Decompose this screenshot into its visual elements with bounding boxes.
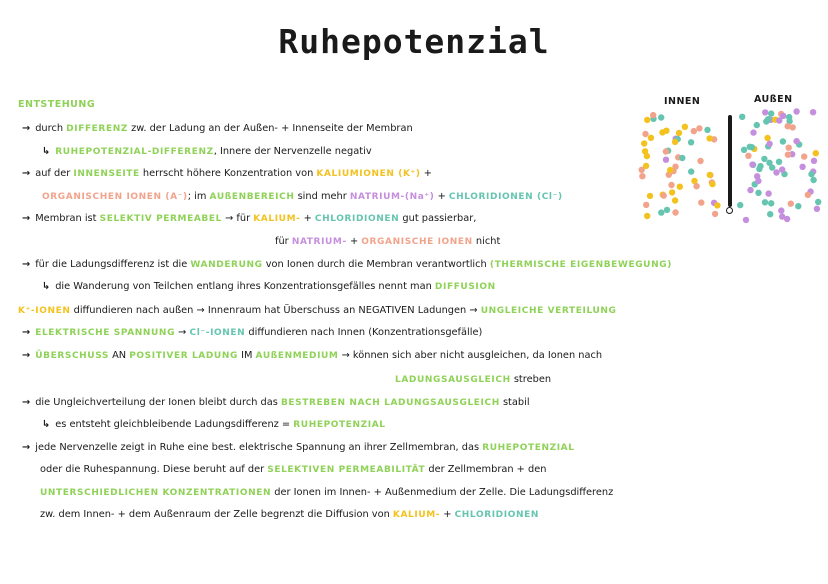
note-line (395, 374, 551, 386)
ion-dot (672, 139, 678, 145)
note-text: die Wanderung von Teilchen entlang ihres Konzentrationsgefälles nennt man (55, 281, 435, 292)
ion-dot (815, 199, 821, 205)
highlighted-term: NATRIUM-(Na⁺) (349, 192, 435, 202)
highlighted-term: ORGANISCHEN IONEN (A⁻) (42, 192, 188, 202)
highlighted-term: KALIUM- (392, 510, 441, 520)
ion-dot (712, 211, 718, 217)
note-text: der Zellmembran + den (425, 464, 547, 475)
note-text: ; im (187, 191, 210, 202)
ion-dot (761, 156, 767, 162)
note-text: zw. der Ladung an der Außen- + Innenseite der Membran (127, 123, 413, 134)
ion-dot (811, 158, 817, 164)
highlighted-term: RUHEPOTENZIAL-DIFFERENZ (55, 147, 214, 157)
ion-dot (650, 112, 656, 118)
note-line (40, 487, 613, 499)
ion-dot (776, 117, 782, 123)
note-text: → (175, 327, 190, 338)
note-line (22, 442, 575, 454)
arrow-icon: → (22, 397, 31, 408)
ion-dot (786, 145, 792, 151)
ion-dot (647, 193, 653, 199)
highlighted-term: WANDERUNG (190, 260, 263, 270)
highlighted-term: (THERMISCHE EIGENBEWEGUNG) (489, 260, 672, 270)
ion-dot (643, 202, 649, 208)
note-line (22, 259, 672, 271)
ion-dot (676, 130, 682, 136)
highlighted-term: CHLORIDIONEN (454, 510, 539, 520)
note-text: diffundieren nach außen → Innenraum hat Überschuss an NEGATIVEN Ladungen → (70, 305, 481, 316)
highlighted-term: UNGLEICHE VERTEILUNG (480, 306, 617, 316)
ion-dot (785, 123, 791, 129)
ion-dot (762, 109, 768, 115)
ion-dot (754, 122, 760, 128)
ion-dot (709, 181, 715, 187)
ion-dot (754, 173, 760, 179)
note-text: durch (35, 123, 67, 134)
ion-dot (677, 184, 683, 190)
note-line (22, 123, 413, 135)
ion-dot (805, 192, 811, 198)
ion-dot (667, 167, 673, 173)
note-text: IM (237, 350, 256, 361)
arrow-icon: ↳ (42, 419, 51, 430)
ion-dot (762, 199, 768, 205)
note-text: + (420, 168, 432, 179)
note-text: gut passierbar, (399, 213, 477, 224)
ion-dot (644, 153, 650, 159)
note-text: sind mehr (294, 191, 350, 202)
ion-dot (801, 153, 807, 159)
arrow-icon: → (22, 327, 31, 338)
note-line (42, 146, 372, 158)
note-text: herrscht höhere Konzentration von (139, 168, 317, 179)
note-line (275, 236, 500, 248)
highlighted-term: ELEKTRISCHE SPANNUNG (35, 328, 176, 338)
ion-dot (779, 166, 785, 172)
note-text: streben (510, 374, 552, 385)
highlighted-term: DIFFUSION (434, 282, 496, 292)
ion-dot (642, 131, 648, 137)
ion-dot (688, 168, 694, 174)
highlighted-term: KALIUM- (253, 214, 301, 224)
note-line (22, 168, 432, 180)
ion-dot (672, 209, 678, 215)
ion-dot (691, 128, 697, 134)
highlighted-term: SELEKTIVEN PERMEABILITÄT (267, 465, 426, 475)
note-text: , Innere der Nervenzelle negativ (213, 146, 372, 157)
arrow-icon: → (22, 213, 31, 224)
ion-dot (664, 207, 670, 213)
ion-dot (773, 169, 779, 175)
ion-dot (810, 109, 816, 115)
note-line (42, 191, 563, 203)
highlighted-term: K⁺-IONEN (18, 306, 71, 316)
ion-dot (808, 171, 814, 177)
ion-dot (741, 147, 747, 153)
arrow-icon: → (22, 168, 31, 179)
note-text: für die Ladungsdifferenz ist die (35, 259, 191, 270)
highlighted-term: ÜBERSCHUSS (35, 351, 109, 361)
highlighted-term: AUßENBEREICH (209, 192, 295, 202)
ion-dot (693, 183, 699, 189)
note-text: jede Nervenzelle zeigt in Ruhe eine best. elektrische Spannung an ihrer Zellmembran, das (35, 442, 483, 453)
highlighted-term: POSITIVER LADUNG (129, 351, 238, 361)
ion-dot (779, 213, 785, 219)
ion-dot (793, 108, 799, 114)
ion-dot (668, 182, 674, 188)
highlighted-term: Cl⁻-IONEN (189, 328, 246, 338)
page-title: Ruhepotenzial (278, 22, 550, 61)
note-text: + (300, 213, 315, 224)
ion-dot (661, 192, 667, 198)
arrow-icon: → (22, 259, 31, 270)
ion-dot (786, 114, 792, 120)
ion-dot (766, 141, 772, 147)
ion-dot (785, 152, 791, 158)
ion-dot (813, 150, 819, 156)
ion-dot (768, 200, 774, 206)
ion-dot (698, 199, 704, 205)
note-text: auf der (35, 168, 74, 179)
note-line (22, 397, 530, 409)
note-text: diffundieren nach Innen (Konzentrationsgefälle) (245, 327, 483, 338)
arrow-icon: ↳ (42, 281, 51, 292)
highlighted-term: SELEKTIV PERMEABEL (99, 214, 222, 224)
note-text: AN (108, 350, 130, 361)
ion-dot (780, 138, 786, 144)
ion-dot (765, 190, 771, 196)
highlighted-term: NATRIUM- (291, 237, 347, 247)
ion-dot (757, 163, 763, 169)
note-line (40, 509, 539, 521)
note-text: die Ungleichverteilung der Ionen bleibt durch das (35, 397, 281, 408)
note-text: → für (221, 213, 254, 224)
ion-dot (750, 129, 756, 135)
ion-dot (749, 161, 755, 167)
ion-dot (644, 117, 650, 123)
note-line (22, 213, 476, 225)
ion-dot (749, 144, 755, 150)
note-line (22, 327, 482, 339)
ion-dot (639, 167, 645, 173)
ion-dot (799, 164, 805, 170)
membrane-end-circle (726, 207, 733, 214)
ion-dot (776, 159, 782, 165)
note-text: oder die Ruhespannung. Diese beruht auf der (40, 464, 268, 475)
ion-dot (743, 217, 749, 223)
ion-dot (755, 190, 761, 196)
highlighted-term: AUßENMEDIUM (255, 351, 339, 361)
note-text: stabil (499, 397, 530, 408)
inside-label: INNEN (664, 96, 701, 107)
ion-dot (669, 189, 675, 195)
note-line (42, 281, 496, 293)
note-text: → können sich aber nicht ausgleichen, da Ionen nach (338, 350, 603, 361)
ion-dot (764, 135, 770, 141)
ion-dot (663, 148, 669, 154)
highlighted-term: RUHEPOTENZIAL (293, 420, 386, 430)
ion-dot (697, 158, 703, 164)
highlighted-term: KALIUMIONEN (K⁺) (316, 169, 421, 179)
ion-dot (704, 127, 710, 133)
note-text: + (440, 509, 455, 520)
ion-dot (707, 172, 713, 178)
note-text: von Ionen durch die Membran verantwortlich (262, 259, 490, 270)
arrow-icon: ↳ (42, 146, 51, 157)
ion-dot (810, 177, 816, 183)
highlighted-term: INNENSEITE (73, 169, 140, 179)
outside-label: AUßEN (754, 94, 793, 105)
highlighted-term: BESTREBEN NACH LADUNGSAUSGLEICH (280, 398, 500, 408)
highlighted-term: LADUNGSAUSGLEICH (395, 375, 511, 385)
ion-dot (814, 206, 820, 212)
arrow-icon: → (22, 442, 31, 453)
highlighted-term: CHLORIDIONEN (Cl⁻) (448, 192, 563, 202)
highlighted-term: DIFFERENZ (66, 124, 128, 134)
ion-dot (747, 187, 753, 193)
ion-dot (793, 138, 799, 144)
note-text: der Ionen im Innen- + Außenmedium der Zelle. Die Ladungsdifferenz (271, 487, 614, 498)
ion-dot (644, 213, 650, 219)
note-text: Membran ist (35, 213, 100, 224)
arrow-icon: → (22, 350, 31, 361)
membrane-line (728, 115, 732, 207)
note-text: für (275, 236, 292, 247)
note-line (40, 464, 546, 476)
ion-dot (737, 202, 743, 208)
ion-dot (768, 110, 774, 116)
highlighted-term: ORGANISCHE IONEN (361, 237, 473, 247)
ion-dot (663, 128, 669, 134)
ion-dot (778, 207, 784, 213)
ion-dot (745, 153, 751, 159)
note-line (42, 419, 386, 431)
note-text: zw. dem Innen- + dem Außenraum der Zelle begrenzt die Diffusion von (40, 509, 393, 520)
ion-dot (706, 135, 712, 141)
ion-dot (639, 173, 645, 179)
arrow-icon: → (22, 123, 31, 134)
ion-dot (769, 164, 775, 170)
highlighted-term: UNTERSCHIEDLICHEN KONZENTRATIONEN (40, 488, 272, 498)
section-heading: ENTSTEHUNG (18, 99, 96, 110)
ion-dot (658, 209, 664, 215)
ion-dot (679, 155, 685, 161)
ion-dot (672, 197, 678, 203)
ion-dot (767, 211, 773, 217)
note-text: es entsteht gleichbleibende Ladungsdifferenz = (55, 419, 294, 430)
ion-dot (763, 118, 769, 124)
ion-dot (696, 125, 702, 131)
ion-dot (641, 140, 647, 146)
ion-dot (788, 201, 794, 207)
highlighted-term: RUHEPOTENZIAL (482, 443, 575, 453)
ion-dot (795, 203, 801, 209)
ion-dot (663, 157, 669, 163)
highlighted-term: CHLORIDIONEN (314, 214, 400, 224)
ion-dot (688, 139, 694, 145)
ion-dot (648, 135, 654, 141)
note-line (18, 305, 616, 317)
note-text: + (346, 236, 362, 247)
ion-dot (682, 124, 688, 130)
ion-dot (658, 114, 664, 120)
ion-dot (739, 114, 745, 120)
ion-dot (714, 202, 720, 208)
note-text: + (434, 191, 449, 202)
note-line (22, 350, 602, 362)
note-text: nicht (472, 236, 501, 247)
